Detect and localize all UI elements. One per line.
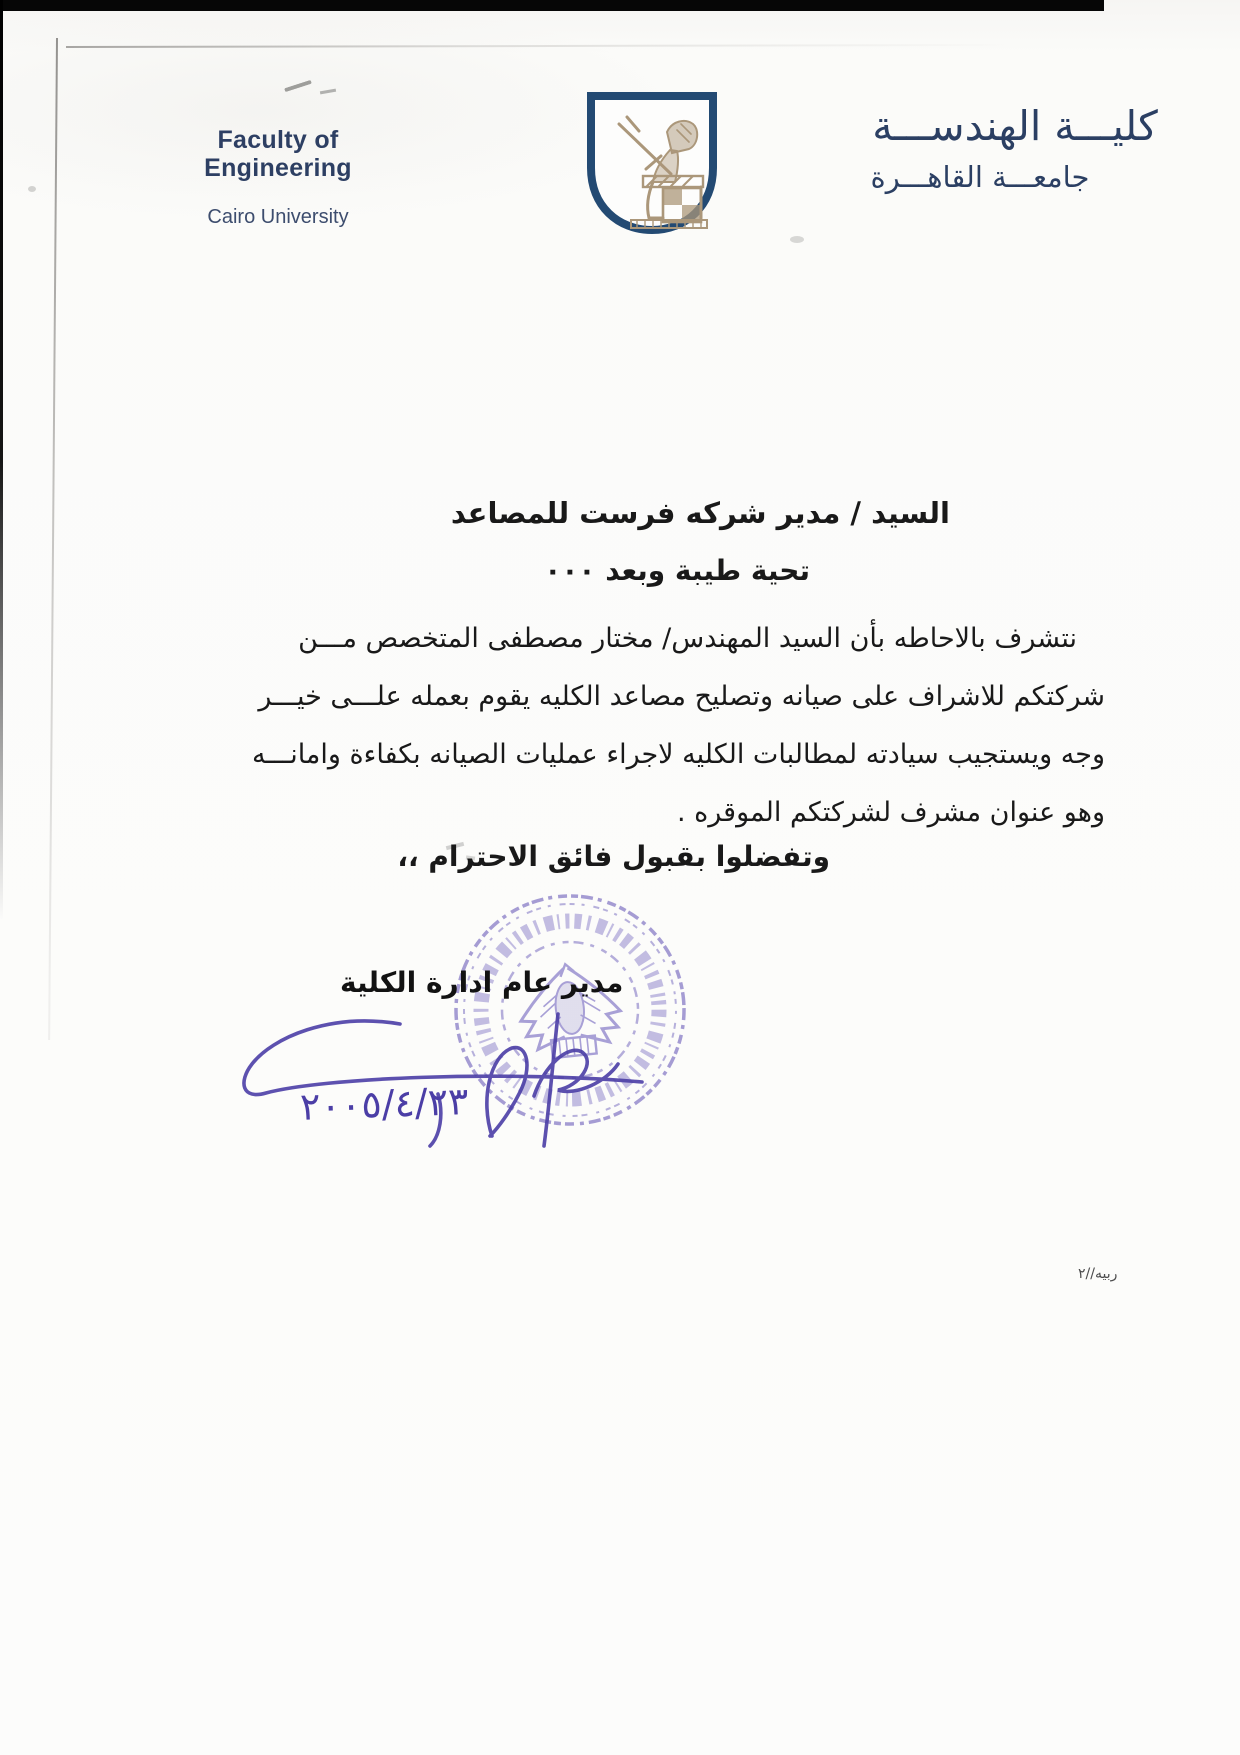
faculty-name-english: Faculty of Engineering [204, 126, 352, 182]
faculty-name-arabic: كليـــة الهندســـة [872, 102, 1158, 150]
scan-top-edge-bar [0, 0, 1104, 11]
handwritten-date: ٢٠٠٥/٤/٢٣ [299, 1079, 470, 1129]
signer-title: مدير عام ادارة الكلية [340, 966, 624, 999]
letter-paragraph [252, 610, 1105, 842]
pencil-smudge [320, 89, 336, 95]
cairo-university-emblem-icon [557, 90, 747, 240]
university-name-arabic: جامعـــة القاهـــرة [870, 160, 1090, 194]
salutation-line: تحية طيبة وبعد ٠٠٠ [544, 554, 810, 587]
letterhead-english [140, 126, 416, 229]
egypt-eagle-round-stamp-icon [448, 888, 692, 1136]
university-name-english: Cairo University [207, 206, 349, 228]
scan-speck [28, 186, 36, 192]
pencil-smudge [284, 80, 312, 92]
addressee-line: السيد / مدير شركه فرست للمصاعد [450, 496, 950, 530]
body-line: نتشرف بالاحاطه بأن السيد المهندس/ مختار مصطفى المتخصص مـــن [298, 623, 1077, 654]
body-line: شركتكم للاشراف على صيانه وتصليح مصاعد الكليه يقوم بعمله علـــى خيـــر [258, 681, 1105, 712]
closing-line: وتفضلوا بقبول فائق الاحترام ،، [397, 840, 830, 873]
letterhead-arabic [845, 98, 1185, 194]
scan-left-edge-line [0, 0, 3, 1150]
body-line: وجه ويستجيب سيادته لمطالبات الكليه لاجراء عمليات الصيانه بكفاءة وامانـــه [251, 739, 1105, 770]
scan-speck [790, 236, 804, 243]
paper-edge-horizontal-line [66, 44, 1096, 48]
paper-edge-vertical-line [48, 38, 58, 1040]
round-stamp-svg [436, 876, 704, 1144]
body-line: وهو عنوان مشرف لشركتكم الموقره . [676, 797, 1105, 828]
footnote-reference: ربيه//٢ [1078, 1266, 1118, 1282]
scribe-emblem-svg [557, 90, 747, 240]
